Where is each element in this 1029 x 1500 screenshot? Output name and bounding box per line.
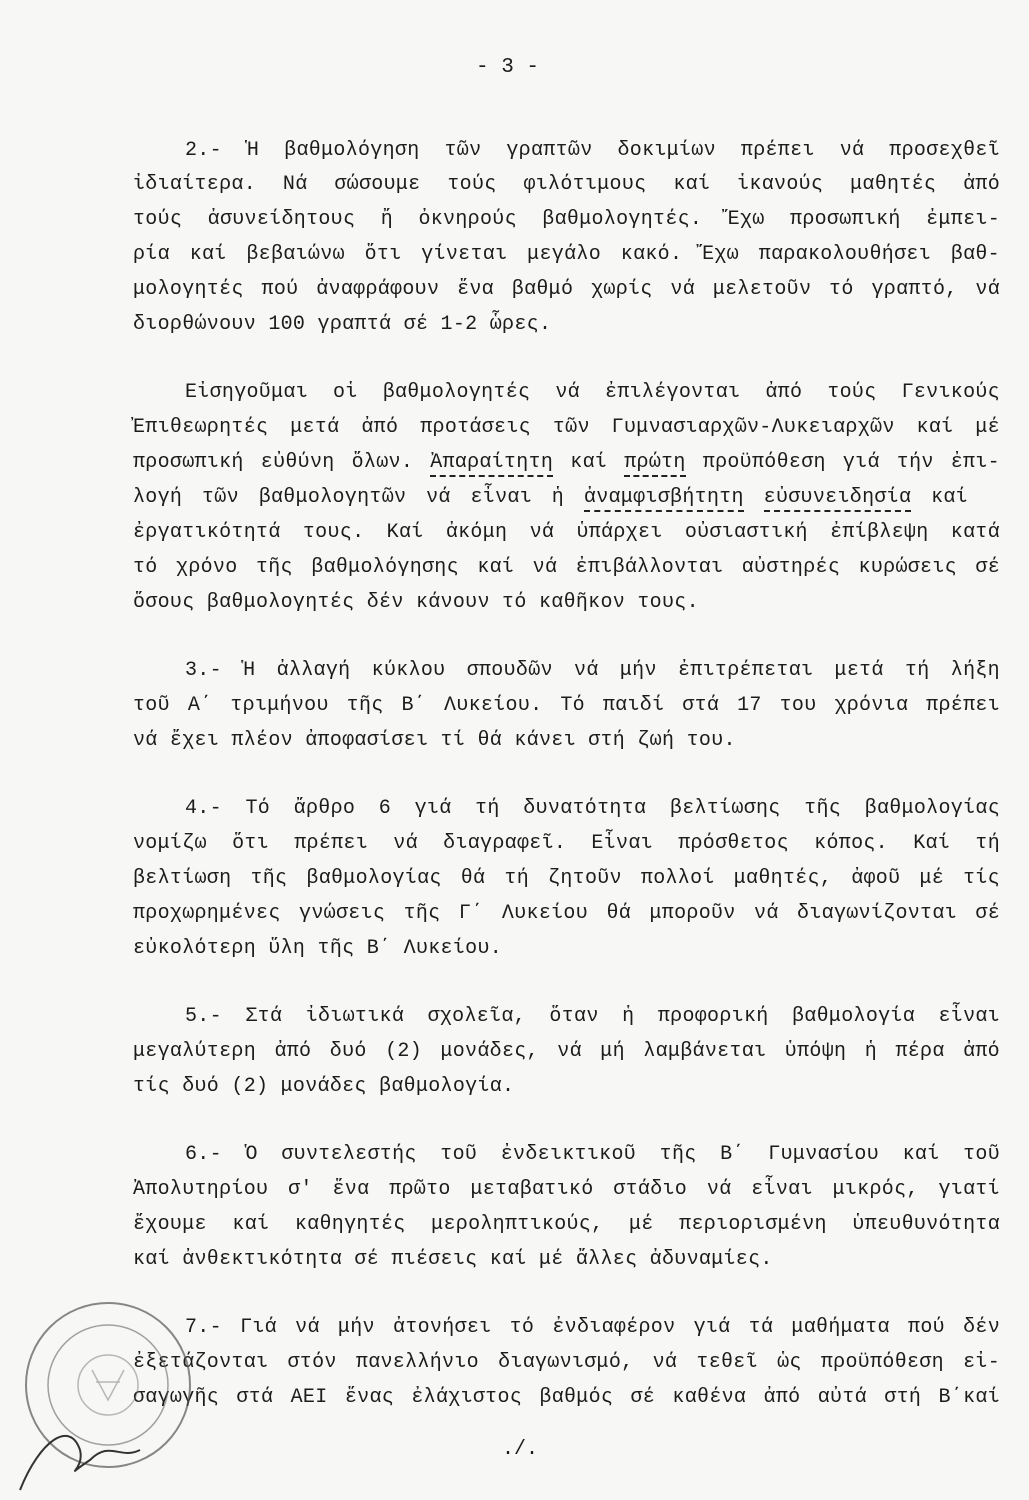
text-line: 5.- Στά ἰδιωτικά σχολεῖα, ὅταν ἡ προφορική βαθμολογία εἶναι <box>185 1005 1000 1028</box>
text-line: τοῦ Α΄ τριμήνου τῆς Β΄ Λυκείου. Τό παιδί στά 17 του χρόνια πρέπει <box>133 694 1000 717</box>
text-line: ὅσους βαθμολογητές δέν κάνουν τό καθῆκον τους. <box>133 591 699 614</box>
text-line: σαγωγῆς στά ΑΕΙ ἕνας ἐλάχιστος βαθμός σέ καθένα ἀπό αὐτά στή Β΄καί <box>133 1386 1000 1409</box>
text-line: 6.- Ὁ συντελεστής τοῦ ἐνδεικτικοῦ τῆς Β΄ Γυμνασίου καί τοῦ <box>185 1143 1000 1166</box>
underlined-word: εὐσυνειδησία <box>764 486 912 512</box>
text-line: νά ἔχει πλέον ἀποφασίσει τί θά κάνει στή ζωή του. <box>133 729 736 752</box>
text-line: Ἀπολυτηρίου σ' ἕνα πρῶτο μεταβατικό στάδιο νά εἶναι μικρός, γιατί <box>133 1178 1000 1201</box>
text-line: μεγαλύτερη ἀπό δυό (2) μονάδες, νά μή λαμβάνεται ὑπόψη ἡ πέρα ἀπό <box>133 1040 1000 1063</box>
text-line: ἐργατικότητά τους. Καί ἀκόμη νά ὑπάρχει οὐσιαστική ἐπίβλεψη κατά <box>133 521 1000 544</box>
text-line: βελτίωση τῆς βαθμολογίας θά τή ζητοῦν πολλοί μαθητές, ἀφοῦ μέ τίς <box>133 867 1000 890</box>
text-line: ρία καί βεβαιώνω ὅτι γίνεται μεγάλο κακό. Ἔχω παρακολουθήσει βαθ- <box>133 243 1000 266</box>
continuation-mark: ./. <box>502 1438 539 1461</box>
text-segment: προϋπόθεση γιά τήν ἐπι- <box>702 451 1000 474</box>
text-line: νομίζω ὅτι πρέπει νά διαγραφεῖ. Εἶναι πρόσθετος κόπος. Καί τή <box>133 832 1000 855</box>
official-stamp <box>0 1290 240 1500</box>
text-line: καί ἀνθεκτικότητα σέ πιέσεις καί μέ ἄλλες ἀδυναμίες. <box>133 1248 773 1271</box>
text-line-underlined <box>133 450 1000 476</box>
text-line: 7.- Γιά νά μήν ἀτονήσει τό ἐνδιαφέρον γιά τά μαθήματα πού δέν <box>185 1316 1000 1339</box>
text-line: τό χρόνο τῆς βαθμολόγησης καί νά ἐπιβάλλονται αὐστηρές κυρώσεις σέ <box>133 556 1000 579</box>
text-line: Εἰσηγοῦμαι οἱ βαθμολογητές νά ἐπιλέγονται ἀπό τούς Γενικούς <box>185 381 1000 404</box>
underlined-word: πρώτη <box>624 451 686 477</box>
underlined-word: Ἀπαραίτητη <box>430 451 553 477</box>
text-segment: καί <box>931 486 968 509</box>
text-line-underlined <box>133 485 968 511</box>
underlined-word: ἀναμφισβήτητη <box>584 486 744 512</box>
text-line: 2.- Ἡ βαθμολόγηση τῶν γραπτῶν δοκιμίων πρέπει νά προσεχθεῖ <box>185 139 1000 162</box>
text-segment: προσωπική εὐθύνη ὅλων. <box>133 451 414 474</box>
text-line: ἐξετάζονται στόν πανελλήνιο διαγωνισμό, νά τεθεῖ ὡς προϋπόθεση εἰ- <box>133 1351 1000 1374</box>
text-line: 4.- Τό ἄρθρο 6 γιά τή δυνατότητα βελτίωσης τῆς βαθμολογίας <box>185 797 1000 820</box>
page-number: - 3 - <box>476 56 540 79</box>
text-line: Ἐπιθεωρητές μετά ἀπό προτάσεις τῶν Γυμνασιαρχῶν-Λυκειαρχῶν καί μέ <box>133 416 1000 439</box>
text-line: τίς δυό (2) μονάδες βαθμολογία. <box>133 1075 515 1098</box>
text-line: διορθώνουν 100 γραπτά σέ 1-2 ὧρες. <box>133 313 552 336</box>
text-line: ἔχουμε καί καθηγητές μεροληπτικούς, μέ περιορισμένη ὑπευθυνότητα <box>133 1213 1000 1236</box>
text-line: ἰδιαίτερα. Νά σώσουμε τούς φιλότιμους καί ἱκανούς μαθητές ἀπό <box>133 173 1000 196</box>
text-line: εὐκολότερη ὕλη τῆς Β΄ Λυκείου. <box>133 937 503 960</box>
text-line: προχωρημένες γνώσεις τῆς Γ΄ Λυκείου θά μποροῦν νά διαγωνίζονται σέ <box>133 902 1000 925</box>
text-line: τούς ἀσυνείδητους ἤ ὀκνηρούς βαθμολογητές. Ἔχω προσωπική ἐμπει- <box>133 208 1000 231</box>
text-segment: λογή τῶν βαθμολογητῶν νά εἶναι ἡ <box>133 486 565 509</box>
text-segment: καί <box>570 451 608 474</box>
text-line: 3.- Ἡ ἀλλαγή κύκλου σπουδῶν νά μήν ἐπιτρέπεται μετά τή λήξη <box>185 659 1000 682</box>
text-line: μολογητές πού ἀναφράφουν ἕνα βαθμό χωρίς νά μελετοῦν τό γραπτό, νά <box>133 278 1000 301</box>
